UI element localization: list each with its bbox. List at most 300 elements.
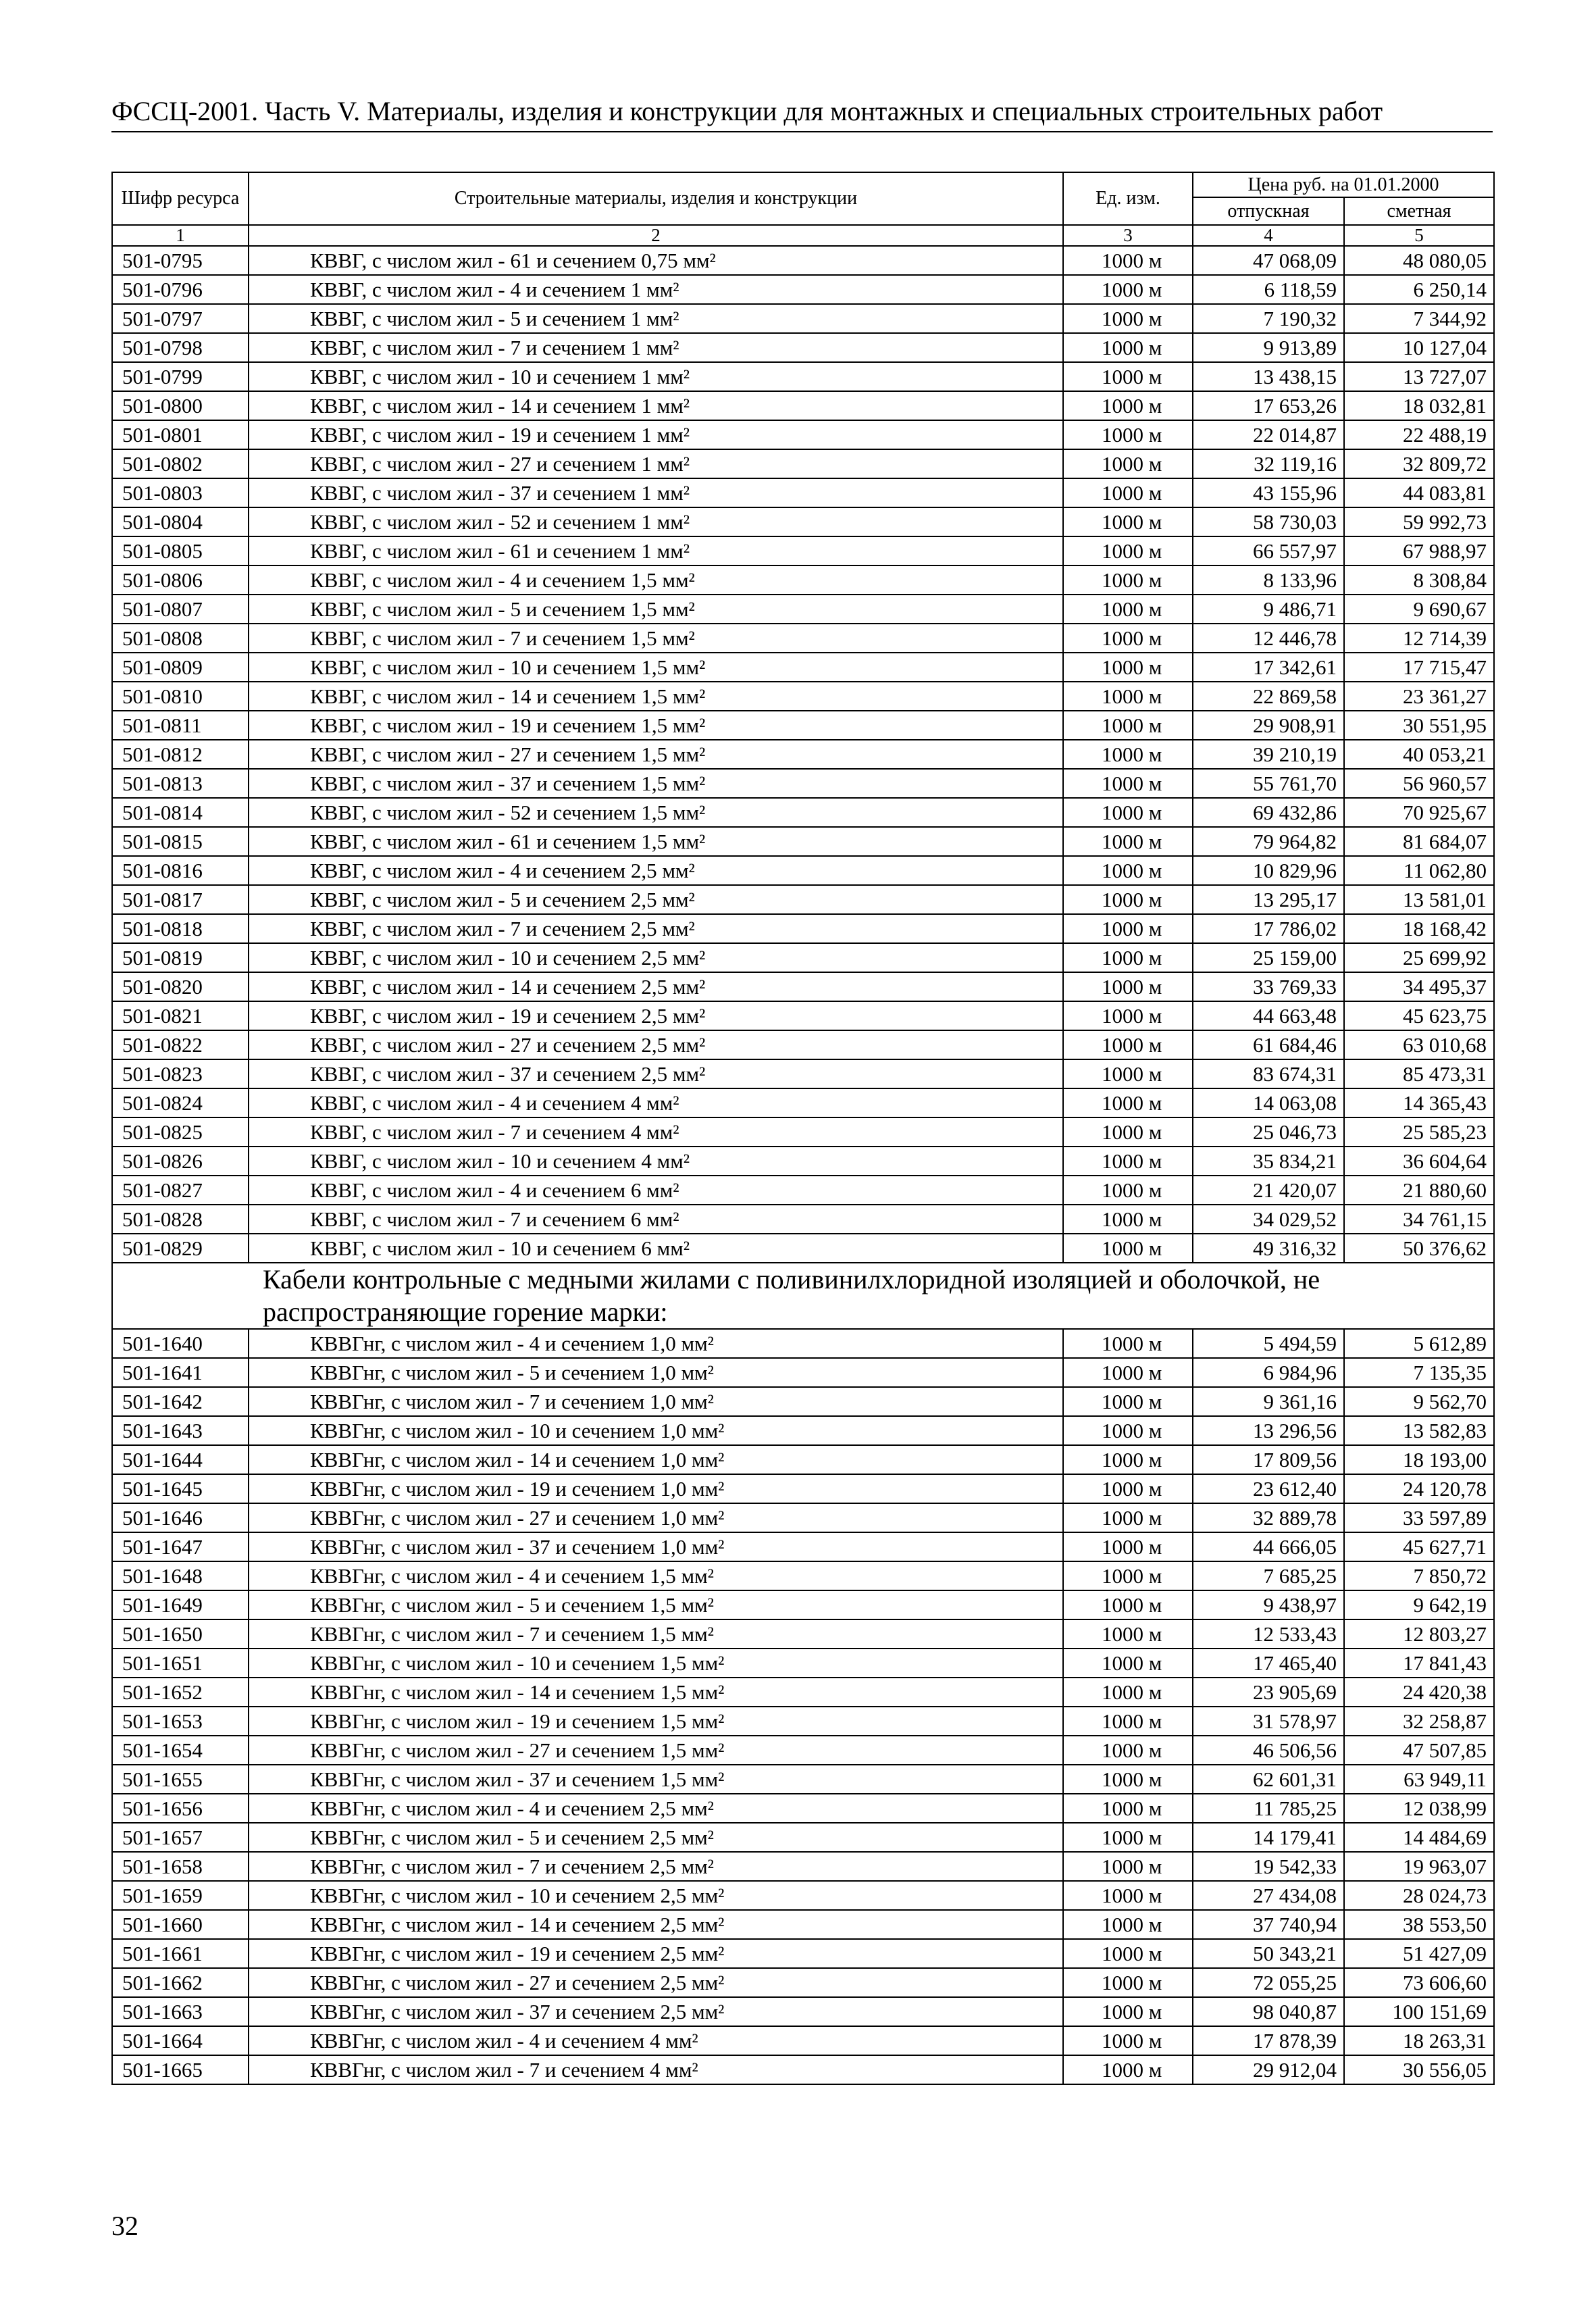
release-price: 44 666,05 (1193, 1532, 1344, 1561)
table-row (112, 2026, 1494, 2055)
resource-code: 501-1663 (112, 1997, 249, 2026)
release-price: 32 889,78 (1193, 1503, 1344, 1532)
table-body-kvvg (112, 246, 1494, 1263)
unit-of-measure: 1000 м (1063, 1387, 1193, 1416)
unit-of-measure: 1000 м (1063, 478, 1193, 507)
resource-code: 501-1647 (112, 1532, 249, 1561)
release-price: 44 663,48 (1193, 1001, 1344, 1030)
resource-code: 501-0800 (112, 391, 249, 420)
material-name: КВВГ, с числом жил - 4 и сечением 1 мм² (249, 275, 1063, 304)
material-name: КВВГнг, с числом жил - 37 и сечением 2,5 мм² (249, 1997, 1063, 2026)
material-name: КВВГ, с числом жил - 4 и сечением 1,5 мм² (249, 565, 1063, 595)
resource-code: 501-1662 (112, 1968, 249, 1997)
material-name: КВВГнг, с числом жил - 19 и сечением 2,5 мм² (249, 1939, 1063, 1968)
resource-code: 501-1648 (112, 1561, 249, 1590)
unit-of-measure: 1000 м (1063, 1001, 1193, 1030)
estimate-price: 18 168,42 (1344, 914, 1494, 943)
unit-of-measure: 1000 м (1063, 740, 1193, 769)
estimate-price: 7 344,92 (1344, 304, 1494, 333)
resource-code: 501-0811 (112, 711, 249, 740)
release-price: 6 118,59 (1193, 275, 1344, 304)
table-row (112, 478, 1494, 507)
estimate-price: 14 365,43 (1344, 1088, 1494, 1117)
table-row (112, 1678, 1494, 1707)
table-row (112, 275, 1494, 304)
unit-of-measure: 1000 м (1063, 1794, 1193, 1823)
estimate-price: 12 038,99 (1344, 1794, 1494, 1823)
resource-code: 501-1653 (112, 1707, 249, 1736)
resource-code: 501-0813 (112, 769, 249, 798)
release-price: 13 438,15 (1193, 362, 1344, 391)
material-name: КВВГнг, с числом жил - 5 и сечением 1,5 мм² (249, 1590, 1063, 1619)
resource-code: 501-0818 (112, 914, 249, 943)
material-name: КВВГнг, с числом жил - 27 и сечением 2,5 мм² (249, 1968, 1063, 1997)
table-row (112, 2055, 1494, 2084)
material-name: КВВГ, с числом жил - 61 и сечением 1 мм² (249, 536, 1063, 565)
release-price: 14 063,08 (1193, 1088, 1344, 1117)
material-name: КВВГ, с числом жил - 7 и сечением 2,5 мм² (249, 914, 1063, 943)
material-name: КВВГнг, с числом жил - 4 и сечением 2,5 мм² (249, 1794, 1063, 1823)
table-row (112, 1088, 1494, 1117)
col-header-name: Строительные материалы, изделия и конструкции (249, 172, 1063, 225)
unit-of-measure: 1000 м (1063, 624, 1193, 653)
estimate-price: 34 495,37 (1344, 972, 1494, 1001)
estimate-price: 12 803,27 (1344, 1619, 1494, 1649)
resource-code: 501-0801 (112, 420, 249, 449)
table-row (112, 565, 1494, 595)
material-name: КВВГнг, с числом жил - 10 и сечением 2,5 мм² (249, 1881, 1063, 1910)
estimate-price: 36 604,64 (1344, 1147, 1494, 1176)
estimate-price: 23 361,27 (1344, 682, 1494, 711)
unit-of-measure: 1000 м (1063, 1678, 1193, 1707)
material-name: КВВГ, с числом жил - 27 и сечением 2,5 мм² (249, 1030, 1063, 1059)
table-row (112, 856, 1494, 885)
material-name: КВВГнг, с числом жил - 10 и сечением 1,0 мм² (249, 1416, 1063, 1445)
resource-code: 501-0825 (112, 1117, 249, 1147)
material-name: КВВГнг, с числом жил - 14 и сечением 2,5 мм² (249, 1910, 1063, 1939)
table-row (112, 304, 1494, 333)
unit-of-measure: 1000 м (1063, 769, 1193, 798)
unit-of-measure: 1000 м (1063, 1939, 1193, 1968)
release-price: 34 029,52 (1193, 1205, 1344, 1234)
estimate-price: 25 585,23 (1344, 1117, 1494, 1147)
material-name: КВВГнг, с числом жил - 5 и сечением 1,0 мм² (249, 1358, 1063, 1387)
resource-code: 501-1665 (112, 2055, 249, 2084)
release-price: 13 296,56 (1193, 1416, 1344, 1445)
release-price: 12 446,78 (1193, 624, 1344, 653)
table-row (112, 1474, 1494, 1503)
release-price: 62 601,31 (1193, 1765, 1344, 1794)
material-name: КВВГ, с числом жил - 7 и сечением 4 мм² (249, 1117, 1063, 1147)
unit-of-measure: 1000 м (1063, 1030, 1193, 1059)
unit-of-measure: 1000 м (1063, 275, 1193, 304)
release-price: 50 343,21 (1193, 1939, 1344, 1968)
table-row (112, 1968, 1494, 1997)
estimate-price: 38 553,50 (1344, 1910, 1494, 1939)
table-row (112, 1532, 1494, 1561)
material-name: КВВГнг, с числом жил - 4 и сечением 1,5 мм² (249, 1561, 1063, 1590)
table-row (112, 1561, 1494, 1590)
unit-of-measure: 1000 м (1063, 1117, 1193, 1147)
col-header-unit: Ед. изм. (1063, 172, 1193, 225)
material-name: КВВГ, с числом жил - 27 и сечением 1 мм² (249, 449, 1063, 478)
table-row (112, 1707, 1494, 1736)
table-row (112, 1205, 1494, 1234)
release-price: 43 155,96 (1193, 478, 1344, 507)
table-row (112, 1794, 1494, 1823)
resource-code: 501-0815 (112, 827, 249, 856)
resource-code: 501-0822 (112, 1030, 249, 1059)
estimate-price: 13 727,07 (1344, 362, 1494, 391)
table-row (112, 1823, 1494, 1852)
material-name: КВВГ, с числом жил - 7 и сечением 1,5 мм² (249, 624, 1063, 653)
material-name: КВВГ, с числом жил - 10 и сечением 4 мм² (249, 1147, 1063, 1176)
material-name: КВВГ, с числом жил - 14 и сечением 1 мм² (249, 391, 1063, 420)
unit-of-measure: 1000 м (1063, 1147, 1193, 1176)
release-price: 17 786,02 (1193, 914, 1344, 943)
unit-of-measure: 1000 м (1063, 565, 1193, 595)
resource-code: 501-0808 (112, 624, 249, 653)
resource-code: 501-0820 (112, 972, 249, 1001)
material-name: КВВГнг, с числом жил - 27 и сечением 1,5 мм² (249, 1736, 1063, 1765)
release-price: 9 361,16 (1193, 1387, 1344, 1416)
material-name: КВВГ, с числом жил - 52 и сечением 1 мм² (249, 507, 1063, 536)
estimate-price: 30 556,05 (1344, 2055, 1494, 2084)
material-name: КВВГнг, с числом жил - 14 и сечением 1,0 мм² (249, 1445, 1063, 1474)
header-rule (111, 131, 1493, 132)
unit-of-measure: 1000 м (1063, 1532, 1193, 1561)
material-name: КВВГнг, с числом жил - 7 и сечением 4 мм² (249, 2055, 1063, 2084)
table-row (112, 1147, 1494, 1176)
estimate-price: 11 062,80 (1344, 856, 1494, 885)
release-price: 10 829,96 (1193, 856, 1344, 885)
estimate-price: 32 809,72 (1344, 449, 1494, 478)
table-row (112, 1619, 1494, 1649)
resource-code: 501-1656 (112, 1794, 249, 1823)
resource-code: 501-1664 (112, 2026, 249, 2055)
table-row (112, 1503, 1494, 1532)
table-row (112, 1358, 1494, 1387)
release-price: 72 055,25 (1193, 1968, 1344, 1997)
table-row (112, 1234, 1494, 1263)
material-name: КВВГ, с числом жил - 19 и сечением 1 мм² (249, 420, 1063, 449)
unit-of-measure: 1000 м (1063, 420, 1193, 449)
estimate-price: 48 080,05 (1344, 246, 1494, 275)
unit-of-measure: 1000 м (1063, 1619, 1193, 1649)
unit-of-measure: 1000 м (1063, 1329, 1193, 1358)
col-header-code: Шифр ресурса (112, 172, 249, 225)
resource-code: 501-1643 (112, 1416, 249, 1445)
table-row (112, 653, 1494, 682)
table-row (112, 1445, 1494, 1474)
release-price: 49 316,32 (1193, 1234, 1344, 1263)
resource-code: 501-0796 (112, 275, 249, 304)
release-price: 21 420,07 (1193, 1176, 1344, 1205)
material-name: КВВГнг, с числом жил - 7 и сечением 1,5 мм² (249, 1619, 1063, 1649)
table-row (112, 914, 1494, 943)
material-name: КВВГ, с числом жил - 4 и сечением 6 мм² (249, 1176, 1063, 1205)
release-price: 61 684,46 (1193, 1030, 1344, 1059)
estimate-price: 7 135,35 (1344, 1358, 1494, 1387)
unit-of-measure: 1000 м (1063, 1416, 1193, 1445)
material-name: КВВГнг, с числом жил - 7 и сечением 1,0 мм² (249, 1387, 1063, 1416)
unit-of-measure: 1000 м (1063, 246, 1193, 275)
table-row (112, 943, 1494, 972)
resource-code: 501-1658 (112, 1852, 249, 1881)
unit-of-measure: 1000 м (1063, 1176, 1193, 1205)
unit-of-measure: 1000 м (1063, 711, 1193, 740)
unit-of-measure: 1000 м (1063, 1358, 1193, 1387)
resource-code: 501-0827 (112, 1176, 249, 1205)
estimate-price: 28 024,73 (1344, 1881, 1494, 1910)
estimate-price: 17 841,43 (1344, 1649, 1494, 1678)
resource-code: 501-1645 (112, 1474, 249, 1503)
table-row (112, 507, 1494, 536)
material-name: КВВГнг, с числом жил - 19 и сечением 1,5 мм² (249, 1707, 1063, 1736)
table-row (112, 1852, 1494, 1881)
col-number: 1 (112, 225, 249, 246)
resource-code: 501-0821 (112, 1001, 249, 1030)
estimate-price: 47 507,85 (1344, 1736, 1494, 1765)
resource-code: 501-0799 (112, 362, 249, 391)
table-row (112, 536, 1494, 565)
resource-code: 501-0829 (112, 1234, 249, 1263)
section-heading: Кабели контрольные с медными жилами с поливинилхлоридной изоляцией и оболочкой, не распространяющие горение марки: (112, 1263, 1494, 1329)
table-row (112, 1590, 1494, 1619)
estimate-price: 51 427,09 (1344, 1939, 1494, 1968)
table-row (112, 1997, 1494, 2026)
table-row (112, 711, 1494, 740)
page-header: ФССЦ-2001. Часть V. Материалы, изделия и конструкции для монтажных и специальных строительных работ (111, 96, 1383, 126)
material-name: КВВГ, с числом жил - 61 и сечением 0,75 мм² (249, 246, 1063, 275)
release-price: 98 040,87 (1193, 1997, 1344, 2026)
resource-code: 501-1649 (112, 1590, 249, 1619)
table-body-kvvgng (112, 1329, 1494, 2084)
table-row (112, 682, 1494, 711)
resource-code: 501-0819 (112, 943, 249, 972)
estimate-price: 40 053,21 (1344, 740, 1494, 769)
unit-of-measure: 1000 м (1063, 1088, 1193, 1117)
unit-of-measure: 1000 м (1063, 1234, 1193, 1263)
estimate-price: 12 714,39 (1344, 624, 1494, 653)
resource-code: 501-0798 (112, 333, 249, 362)
estimate-price: 9 690,67 (1344, 595, 1494, 624)
table-row (112, 1059, 1494, 1088)
estimate-price: 25 699,92 (1344, 943, 1494, 972)
resource-code: 501-0826 (112, 1147, 249, 1176)
resource-code: 501-1650 (112, 1619, 249, 1649)
release-price: 47 068,09 (1193, 246, 1344, 275)
unit-of-measure: 1000 м (1063, 2055, 1193, 2084)
estimate-price: 59 992,73 (1344, 507, 1494, 536)
material-name: КВВГ, с числом жил - 52 и сечением 1,5 мм² (249, 798, 1063, 827)
material-name: КВВГ, с числом жил - 10 и сечением 2,5 мм² (249, 943, 1063, 972)
release-price: 32 119,16 (1193, 449, 1344, 478)
unit-of-measure: 1000 м (1063, 1823, 1193, 1852)
resource-code: 501-1660 (112, 1910, 249, 1939)
release-price: 29 908,91 (1193, 711, 1344, 740)
resource-code: 501-0817 (112, 885, 249, 914)
table-row (112, 1765, 1494, 1794)
unit-of-measure: 1000 м (1063, 1205, 1193, 1234)
resource-code: 501-1641 (112, 1358, 249, 1387)
table-head (112, 172, 1494, 246)
unit-of-measure: 1000 м (1063, 914, 1193, 943)
estimate-price: 18 263,31 (1344, 2026, 1494, 2055)
estimate-price: 32 258,87 (1344, 1707, 1494, 1736)
estimate-price: 24 120,78 (1344, 1474, 1494, 1503)
estimate-price: 19 963,07 (1344, 1852, 1494, 1881)
material-name: КВВГ, с числом жил - 10 и сечением 1 мм² (249, 362, 1063, 391)
release-price: 37 740,94 (1193, 1910, 1344, 1939)
table-row (112, 827, 1494, 856)
resource-code: 501-0807 (112, 595, 249, 624)
material-name: КВВГнг, с числом жил - 10 и сечением 1,5 мм² (249, 1649, 1063, 1678)
estimate-price: 9 642,19 (1344, 1590, 1494, 1619)
release-price: 17 465,40 (1193, 1649, 1344, 1678)
material-name: КВВГнг, с числом жил - 4 и сечением 1,0 мм² (249, 1329, 1063, 1358)
material-name: КВВГнг, с числом жил - 7 и сечением 2,5 мм² (249, 1852, 1063, 1881)
unit-of-measure: 1000 м (1063, 856, 1193, 885)
release-price: 46 506,56 (1193, 1736, 1344, 1765)
material-name: КВВГ, с числом жил - 14 и сечением 2,5 мм² (249, 972, 1063, 1001)
estimate-price: 18 193,00 (1344, 1445, 1494, 1474)
unit-of-measure: 1000 м (1063, 1059, 1193, 1088)
material-name: КВВГнг, с числом жил - 19 и сечением 1,0 мм² (249, 1474, 1063, 1503)
unit-of-measure: 1000 м (1063, 2026, 1193, 2055)
unit-of-measure: 1000 м (1063, 1474, 1193, 1503)
unit-of-measure: 1000 м (1063, 682, 1193, 711)
resource-code: 501-1655 (112, 1765, 249, 1794)
estimate-price: 30 551,95 (1344, 711, 1494, 740)
resource-code: 501-0795 (112, 246, 249, 275)
release-price: 11 785,25 (1193, 1794, 1344, 1823)
unit-of-measure: 1000 м (1063, 653, 1193, 682)
resource-code: 501-1659 (112, 1881, 249, 1910)
estimate-price: 13 581,01 (1344, 885, 1494, 914)
estimate-price: 45 623,75 (1344, 1001, 1494, 1030)
release-price: 9 913,89 (1193, 333, 1344, 362)
release-price: 39 210,19 (1193, 740, 1344, 769)
estimate-price: 34 761,15 (1344, 1205, 1494, 1234)
table-row (112, 1176, 1494, 1205)
release-price: 19 542,33 (1193, 1852, 1344, 1881)
release-price: 17 653,26 (1193, 391, 1344, 420)
material-name: КВВГнг, с числом жил - 27 и сечением 1,0 мм² (249, 1503, 1063, 1532)
estimate-price: 5 612,89 (1344, 1329, 1494, 1358)
release-price: 7 190,32 (1193, 304, 1344, 333)
resource-code: 501-1642 (112, 1387, 249, 1416)
unit-of-measure: 1000 м (1063, 827, 1193, 856)
table-row (112, 740, 1494, 769)
resource-code: 501-1644 (112, 1445, 249, 1474)
estimate-price: 14 484,69 (1344, 1823, 1494, 1852)
release-price: 12 533,43 (1193, 1619, 1344, 1649)
material-name: КВВГ, с числом жил - 19 и сечением 2,5 мм² (249, 1001, 1063, 1030)
release-price: 17 878,39 (1193, 2026, 1344, 2055)
material-name: КВВГ, с числом жил - 4 и сечением 4 мм² (249, 1088, 1063, 1117)
release-price: 79 964,82 (1193, 827, 1344, 856)
material-name: КВВГ, с числом жил - 5 и сечением 2,5 мм² (249, 885, 1063, 914)
table-row (112, 624, 1494, 653)
release-price: 23 612,40 (1193, 1474, 1344, 1503)
release-price: 17 342,61 (1193, 653, 1344, 682)
col-number: 2 (249, 225, 1063, 246)
col-header-price-group: Цена руб. на 01.01.2000 (1193, 172, 1494, 197)
material-name: КВВГ, с числом жил - 10 и сечением 1,5 мм² (249, 653, 1063, 682)
table-row (112, 449, 1494, 478)
resource-code: 501-1640 (112, 1329, 249, 1358)
release-price: 25 046,73 (1193, 1117, 1344, 1147)
table-row (112, 798, 1494, 827)
estimate-price: 81 684,07 (1344, 827, 1494, 856)
table-row (112, 1030, 1494, 1059)
release-price: 22 869,58 (1193, 682, 1344, 711)
material-name: КВВГ, с числом жил - 37 и сечением 1 мм² (249, 478, 1063, 507)
page-number: 32 (111, 2211, 138, 2241)
estimate-price: 70 925,67 (1344, 798, 1494, 827)
unit-of-measure: 1000 м (1063, 885, 1193, 914)
estimate-price: 13 582,83 (1344, 1416, 1494, 1445)
unit-of-measure: 1000 м (1063, 943, 1193, 972)
material-name: КВВГ, с числом жил - 5 и сечением 1 мм² (249, 304, 1063, 333)
estimate-price: 9 562,70 (1344, 1387, 1494, 1416)
material-name: КВВГнг, с числом жил - 4 и сечением 4 мм² (249, 2026, 1063, 2055)
release-price: 5 494,59 (1193, 1329, 1344, 1358)
estimate-price: 50 376,62 (1344, 1234, 1494, 1263)
release-price: 27 434,08 (1193, 1881, 1344, 1910)
estimate-price: 67 988,97 (1344, 536, 1494, 565)
unit-of-measure: 1000 м (1063, 1997, 1193, 2026)
unit-of-measure: 1000 м (1063, 1503, 1193, 1532)
unit-of-measure: 1000 м (1063, 449, 1193, 478)
release-price: 83 674,31 (1193, 1059, 1344, 1088)
resource-code: 501-0814 (112, 798, 249, 827)
table-row (112, 391, 1494, 420)
table-row (112, 1881, 1494, 1910)
material-name: КВВГ, с числом жил - 14 и сечением 1,5 мм² (249, 682, 1063, 711)
unit-of-measure: 1000 м (1063, 507, 1193, 536)
material-name: КВВГ, с числом жил - 61 и сечением 1,5 мм² (249, 827, 1063, 856)
material-name: КВВГ, с числом жил - 10 и сечением 6 мм² (249, 1234, 1063, 1263)
unit-of-measure: 1000 м (1063, 972, 1193, 1001)
material-name: КВВГнг, с числом жил - 14 и сечением 1,5 мм² (249, 1678, 1063, 1707)
estimate-price: 21 880,60 (1344, 1176, 1494, 1205)
release-price: 17 809,56 (1193, 1445, 1344, 1474)
material-name: КВВГ, с числом жил - 19 и сечением 1,5 мм² (249, 711, 1063, 740)
table-row (112, 1649, 1494, 1678)
estimate-price: 10 127,04 (1344, 333, 1494, 362)
table-row (112, 1736, 1494, 1765)
material-name: КВВГнг, с числом жил - 5 и сечением 2,5 мм² (249, 1823, 1063, 1852)
unit-of-measure: 1000 м (1063, 1445, 1193, 1474)
release-price: 33 769,33 (1193, 972, 1344, 1001)
estimate-price: 17 715,47 (1344, 653, 1494, 682)
resource-code: 501-1654 (112, 1736, 249, 1765)
estimate-price: 56 960,57 (1344, 769, 1494, 798)
resource-code: 501-0824 (112, 1088, 249, 1117)
resource-code: 501-0804 (112, 507, 249, 536)
resource-code: 501-0816 (112, 856, 249, 885)
estimate-price: 44 083,81 (1344, 478, 1494, 507)
material-name: КВВГнг, с числом жил - 37 и сечением 1,0 мм² (249, 1532, 1063, 1561)
release-price: 6 984,96 (1193, 1358, 1344, 1387)
unit-of-measure: 1000 м (1063, 1736, 1193, 1765)
col-header-estimate-price: сметная (1344, 197, 1494, 225)
estimate-price: 8 308,84 (1344, 565, 1494, 595)
estimate-price: 85 473,31 (1344, 1059, 1494, 1088)
release-price: 8 133,96 (1193, 565, 1344, 595)
